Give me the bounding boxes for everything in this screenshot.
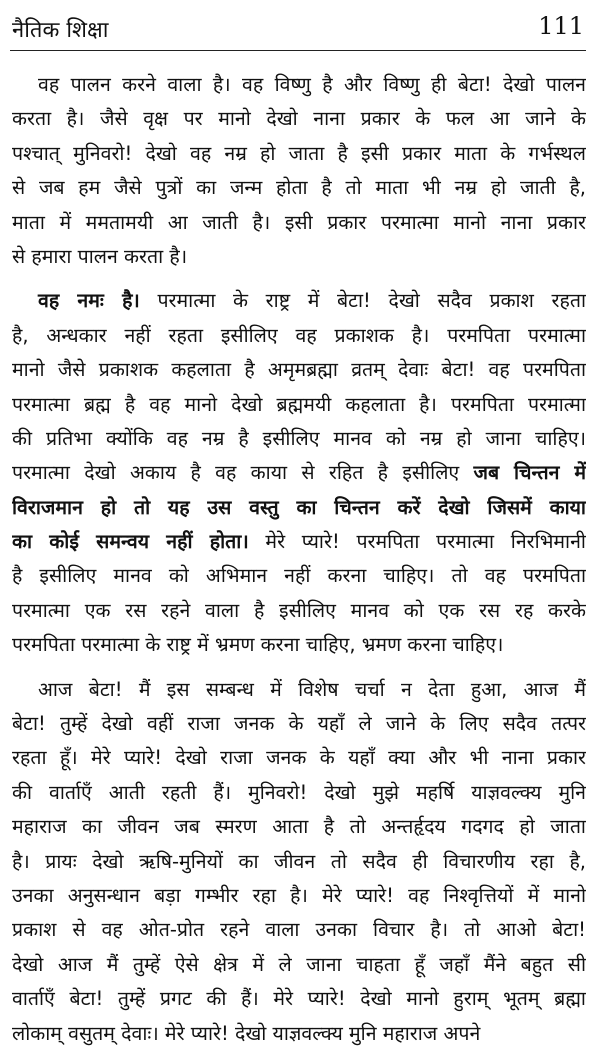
text-run: है, अन्धकार नहीं रहता इसीलिए वह प्रकाशक है। परमपिता परमात्मा [12, 323, 586, 347]
text-run: की वार्ताएँ आती रहती हैं। मुनिवरो! देखो मुझे महर्षि याज्ञवल्क्य मुनि [12, 780, 586, 804]
text-line [12, 879, 586, 913]
text-run: वार्ताएँ बेटा! तुम्हें प्रगट की हैं। मेरे प्यारे! देखो मानो हुराम् भूतम् ब्रह्मा [12, 987, 586, 1011]
text-line [12, 741, 586, 775]
text-line [12, 707, 586, 741]
text-run: परमपिता परमात्मा के राष्ट्र में भ्रमण करना चाहिए, भ्रमण करना चाहिए। [12, 633, 504, 657]
text-run: लोकाम् वसुतम् देवाः। मेरे प्यारे! देखो याज्ञवल्क्य मुनि महाराज अपने [12, 1021, 481, 1045]
text-run: वह पालन करने वाला है। वह विष्णु है और विष्णु ही बेटा! देखो पालन [38, 73, 586, 96]
text-line [12, 628, 586, 662]
text-line [12, 845, 586, 879]
text-line [12, 982, 586, 1016]
text-line [12, 913, 586, 947]
text-run: की प्रतिभा क्योंकि वह नम्र है इसीलिए मानव को नम्र हो जाना चाहिए। [12, 426, 586, 450]
text-run: प्रकाश से वह ओत-प्रोत रहने वाला उनका विचार है। तो आओ बेटा! [12, 918, 586, 942]
text-line [12, 137, 586, 171]
text-line [12, 673, 586, 707]
text-run: मेरे प्यारे! परमपिता परमात्मा निरभिमानी [248, 530, 586, 554]
text-line [12, 171, 586, 205]
text-line [12, 810, 586, 844]
text-run: बेटा! तुम्हें देखो वहीं राजा जनक के यहाँ ले जाने के लिए सदैव तत्पर [12, 712, 586, 736]
paragraph-gap [12, 663, 586, 673]
text-line [12, 456, 586, 490]
text-run: महाराज का जीवन जब स्मरण आता है तो अन्तर्हृदय गदगद हो जाता [12, 815, 586, 839]
text-run: परमात्मा एक रस रहने वाला है इसीलिए मानव को एक रस रह करके [12, 598, 586, 622]
body-text [12, 68, 586, 1051]
text-line [12, 240, 586, 274]
paragraph [12, 673, 586, 1051]
text-run: आज बेटा! मैं इस सम्बन्ध में विशेष चर्चा न देता हुआ, आज मैं [38, 677, 586, 701]
bold-text-run: का कोई समन्वय नहीं होता। [12, 530, 249, 554]
text-run: उनका अनुसन्धान बड़ा गम्भीर रहा है। मेरे प्यारे! वह निश्वृत्तियों में मानो [12, 883, 586, 907]
text-line [12, 353, 586, 387]
bold-text-run: वह नमः है। [38, 289, 140, 313]
text-run: है इसीलिए मानव को अभिमान नहीं करना चाहिए। तो वह परमपिता [12, 564, 586, 588]
text-line [12, 525, 586, 559]
paragraph [12, 284, 586, 662]
page-number: 111 [538, 12, 584, 40]
running-title: नैतिक शिक्षा [12, 18, 109, 43]
text-line [12, 206, 586, 240]
text-run: करता है। जैसे वृक्ष पर मानो देखो नाना प्रकार के फल आ जाने के [12, 107, 586, 131]
text-line [12, 776, 586, 810]
text-run: पश्चात् मुनिवरो! देखो वह नम्र हो जाता है इसी प्रकार माता के गर्भस्थल [12, 141, 586, 165]
text-run: से जब हम जैसे पुत्रों का जन्म होता है तो माता भी नम्र हो जाती है, [12, 176, 586, 200]
text-run: परमात्मा ब्रह्म है वह मानो देखो ब्रह्ममयी कहलाता है। परमपिता परमात्मा [12, 392, 586, 416]
text-run: रहता हूँ। मेरे प्यारे! देखो राजा जनक के यहाँ क्या और भी नाना प्रकार [12, 746, 586, 770]
text-run: से हमारा पालन करता है। [12, 244, 188, 268]
text-line [12, 319, 586, 353]
text-run: है। प्रायः देखो ऋषि-मुनियों का जीवन तो सदैव ही विचारणीय रहा है, [12, 849, 586, 873]
text-line [12, 594, 586, 628]
bold-text-run: विराजमान हो तो यह उस वस्तु का चिन्तन करें देखो जिसमें काया [12, 495, 586, 519]
text-run: माता में ममतामयी आ जाती है। इसी प्रकार परमात्मा मानो नाना प्रकार [12, 210, 586, 234]
text-run: देखो आज मैं तुम्हें ऐसे क्षेत्र में ले जाना चाहता हूँ जहाँ मैंने बहुत सी [12, 952, 586, 976]
bold-text-run: जब चिन्तन में [473, 461, 586, 485]
paragraph-gap [12, 274, 586, 284]
text-line [12, 284, 586, 318]
paragraph [12, 68, 586, 274]
text-line [12, 388, 586, 422]
page-header [10, 4, 586, 51]
text-line [12, 491, 586, 525]
text-line [12, 948, 586, 982]
text-line [12, 422, 586, 456]
text-run: परमात्मा देखो अकाय है वह काया से रहित है इसीलिए [12, 461, 474, 485]
text-line [12, 102, 586, 136]
text-line [12, 559, 586, 593]
text-line [12, 68, 586, 102]
text-line [12, 1017, 586, 1051]
text-run: परमात्मा के राष्ट्र में बेटा! देखो सदैव प्रकाश रहता [139, 289, 586, 313]
text-run: मानो जैसे प्रकाशक कहलाता है अमृमब्रह्मा व्रतम् देवाः बेटा! वह परमपिता [12, 358, 586, 382]
